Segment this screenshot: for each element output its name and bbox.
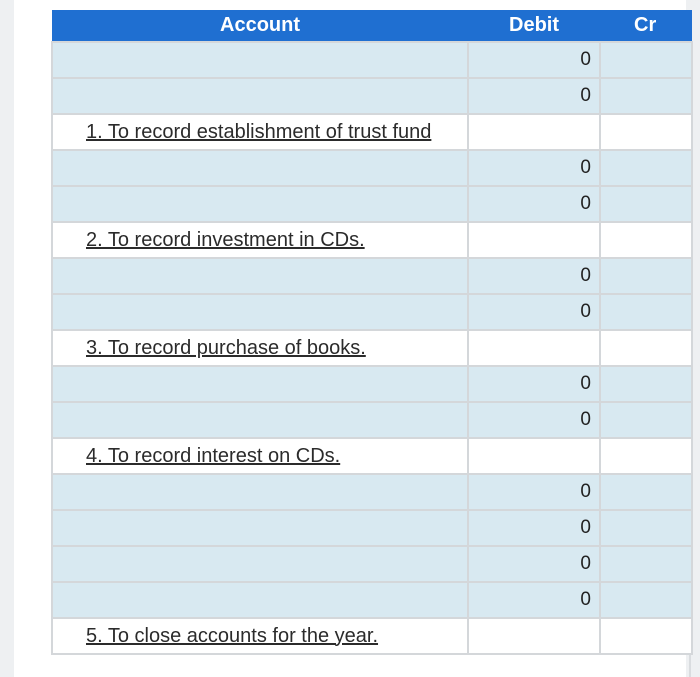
journal-entry-row: [52, 42, 692, 78]
journal-entry-table: [51, 10, 693, 655]
debit-input[interactable]: 0: [468, 186, 600, 222]
account-input[interactable]: [52, 78, 468, 114]
journal-entry-row: [52, 294, 692, 330]
debit-column-header: Debit: [468, 10, 600, 42]
debit-input[interactable]: 0: [468, 510, 600, 546]
debit-blank-cell: [468, 438, 600, 474]
credit-blank-cell: [600, 438, 692, 474]
credit-input[interactable]: [600, 186, 692, 222]
debit-input[interactable]: 0: [468, 402, 600, 438]
credit-input[interactable]: [600, 510, 692, 546]
account-input[interactable]: [52, 582, 468, 618]
left-gutter: [0, 0, 14, 677]
entry-description-row: [52, 618, 692, 654]
journal-table-container: [51, 10, 657, 655]
credit-input[interactable]: [600, 546, 692, 582]
debit-input[interactable]: 0: [468, 366, 600, 402]
entry-description-label: 1. To record establishment of trust fund: [52, 114, 468, 150]
journal-entry-row: [52, 258, 692, 294]
credit-blank-cell: [600, 330, 692, 366]
credit-column-header: Cr: [600, 10, 692, 42]
entry-description-label: 3. To record purchase of books.: [52, 330, 468, 366]
journal-entry-row: [52, 546, 692, 582]
credit-input[interactable]: [600, 78, 692, 114]
credit-input[interactable]: [600, 150, 692, 186]
account-input[interactable]: [52, 474, 468, 510]
account-input[interactable]: [52, 186, 468, 222]
account-input[interactable]: [52, 402, 468, 438]
entry-description-label: 2. To record investment in CDs.: [52, 222, 468, 258]
entry-description-row: [52, 438, 692, 474]
credit-input[interactable]: [600, 42, 692, 78]
debit-blank-cell: [468, 618, 600, 654]
account-input[interactable]: [52, 510, 468, 546]
journal-entry-row: [52, 402, 692, 438]
credit-input[interactable]: [600, 474, 692, 510]
debit-input[interactable]: 0: [468, 150, 600, 186]
account-input[interactable]: [52, 42, 468, 78]
account-input[interactable]: [52, 366, 468, 402]
account-input[interactable]: [52, 258, 468, 294]
journal-entry-row: [52, 186, 692, 222]
entry-description-label: 4. To record interest on CDs.: [52, 438, 468, 474]
entry-description-row: [52, 114, 692, 150]
credit-input[interactable]: [600, 294, 692, 330]
debit-input[interactable]: 0: [468, 582, 600, 618]
journal-entry-row: [52, 78, 692, 114]
journal-entry-row: [52, 150, 692, 186]
debit-blank-cell: [468, 330, 600, 366]
journal-entry-row: [52, 582, 692, 618]
credit-blank-cell: [600, 222, 692, 258]
credit-blank-cell: [600, 114, 692, 150]
entry-description-row: [52, 222, 692, 258]
account-input[interactable]: [52, 150, 468, 186]
entry-description-row: [52, 330, 692, 366]
credit-input[interactable]: [600, 258, 692, 294]
entry-description-label: 5. To close accounts for the year.: [52, 618, 468, 654]
journal-entry-row: [52, 474, 692, 510]
journal-entry-row: [52, 366, 692, 402]
debit-input[interactable]: 0: [468, 258, 600, 294]
credit-blank-cell: [600, 618, 692, 654]
journal-table-body: [52, 42, 692, 654]
credit-input[interactable]: [600, 366, 692, 402]
debit-input[interactable]: 0: [468, 294, 600, 330]
account-input[interactable]: [52, 546, 468, 582]
account-input[interactable]: [52, 294, 468, 330]
debit-input[interactable]: 0: [468, 78, 600, 114]
debit-blank-cell: [468, 114, 600, 150]
debit-blank-cell: [468, 222, 600, 258]
debit-input[interactable]: 0: [468, 42, 600, 78]
debit-input[interactable]: 0: [468, 546, 600, 582]
credit-input[interactable]: [600, 402, 692, 438]
debit-input[interactable]: 0: [468, 474, 600, 510]
account-column-header: Account: [52, 10, 468, 42]
journal-entry-row: [52, 510, 692, 546]
credit-input[interactable]: [600, 582, 692, 618]
table-header-row: [52, 10, 692, 42]
